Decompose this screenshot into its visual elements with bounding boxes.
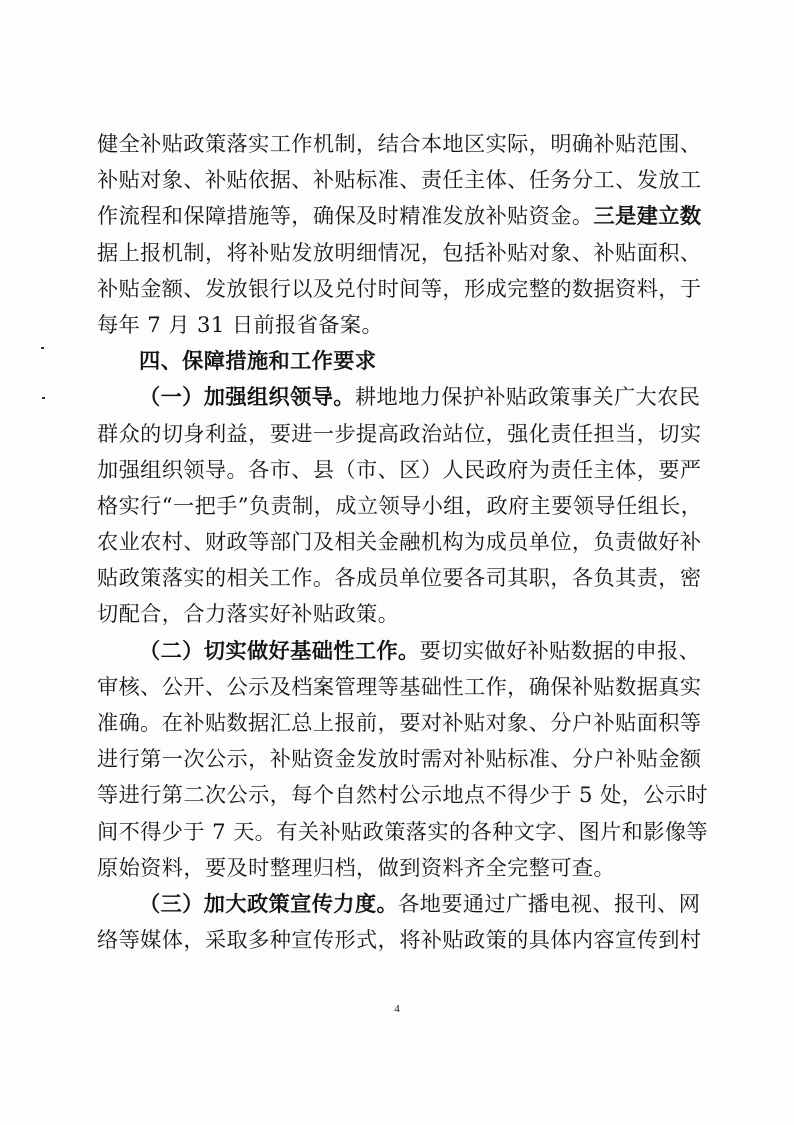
text-line: 健全补贴政策落实工作机制，结合本地区实际，明确补贴范围、 [97,131,702,156]
text-line [97,633,701,669]
text-run: 作流程和保障措施等，确保及时精准发放补贴资金。 [97,203,594,229]
text-line: 每年 7 月 31 日前报省备案。 [97,311,384,337]
body-text [97,126,709,958]
text-line: 审核、公开、公示及档案管理等基础性工作，确保补贴数据真实 [97,673,702,699]
scan-speck [41,347,44,349]
text-line: 格实行“一把手”负责制，成立领导小组，政府主要领导任组长， [97,492,703,518]
text-line: 切配合，合力落实好补贴政策。 [97,601,400,627]
section-heading: 四、保障措施和工作要求 [139,348,377,374]
text-line: 间不得少于 7 天。有关补贴政策落实的各种文字、图片和影像等 [97,818,709,844]
text-run: 要切实做好补贴数据的申报、 [419,637,701,663]
subsection-title: （三）加大政策宣传力度。 [139,890,399,916]
text-line: 进行第一次公示，补贴资金发放时需对补贴标准、分户补贴金额 [97,746,702,772]
text-line: 原始资料，要及时整理归档，做到资料齐全完整可查。 [97,854,616,880]
scan-speck [42,397,45,399]
text-line: 补贴金额、发放银行以及兑付时间等，形成完整的数据资料，于 [97,275,702,301]
text-line: 加强组织领导。各市、县（市、区）人民政府为责任主体，要严 [97,456,702,482]
subsection-title: （二）切实做好基础性工作。 [139,637,420,663]
text-run: 耕地地力保护补贴政策事关广大农民 [354,384,701,410]
page-number: 4 [394,1003,400,1015]
emphasis-run: 三是建立数 [593,203,702,229]
text-line: 群众的切身利益，要进一步提高政治站位，强化责任担当，切实 [97,420,702,446]
text-line: 准确。在补贴数据汇总上报前，要对补贴对象、分户补贴面积等 [97,710,702,735]
text-line: 据上报机制，将补贴发放明细情况，包括补贴对象、补贴面积、 [97,239,702,265]
text-line: 农业农村、财政等部门及相关金融机构为成员单位，负责做好补 [97,529,702,555]
text-line: 络等媒体，采取多种宣传形式，将补贴政策的具体内容宣传到村 [97,927,702,953]
text-line [97,198,702,234]
text-line [97,886,701,922]
text-line: 等进行第二次公示，每个自然村公示地点不得少于 5 处，公示时 [97,782,709,808]
subsection-title: （一）加强组织领导。 [139,384,355,410]
text-line: 贴政策落实的相关工作。各成员单位要各司其职，各负其责，密 [97,565,702,591]
text-run: 各地要通过广播电视、报刊、网 [398,890,701,916]
text-line [97,379,701,415]
text-line: 补贴对象、补贴依据、补贴标准、责任主体、任务分工、发放工 [97,167,702,193]
